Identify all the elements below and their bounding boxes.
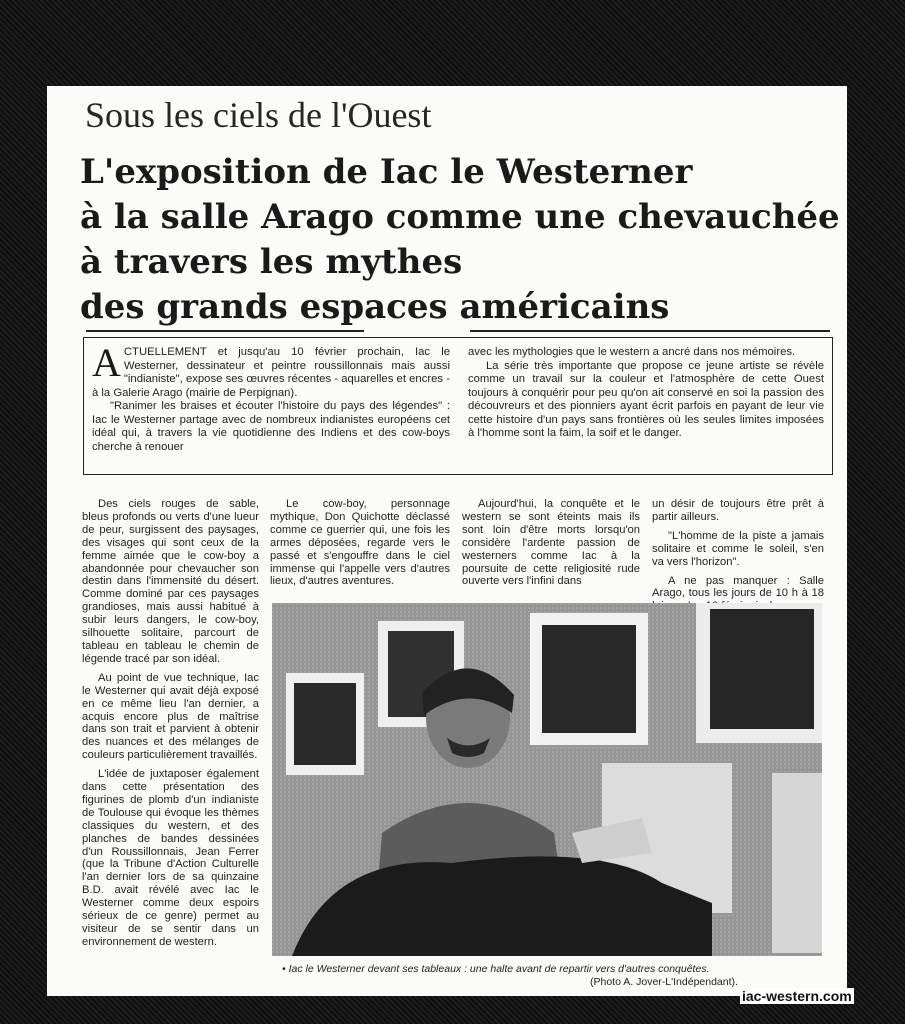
divider-rule <box>470 330 830 332</box>
lead-text: avec les mythologies que le western a ancré dans nos mémoires. <box>468 346 796 358</box>
divider-rule <box>86 330 364 332</box>
website-watermark: iac-western.com <box>742 988 852 1004</box>
body-column-3 <box>462 498 640 594</box>
headline <box>80 150 850 330</box>
painting-frame <box>530 613 648 745</box>
body-paragraph: L'idée de juxtaposer également dans cette présentation des figurines de plomb d'un indianiste de Toulouse qui évoque les thèmes classiques du western, et des planches de bandes dessinées d'un Roussillonnais, Jean Ferrer (que la Tribune d'Action Culturelle l'an dernier lors de sa quinzaine B.D. avait révélé avec Iac le Westerner comme deux espoirs sérieux de ce genre) permet au visiteur de se sentir dans un environnement de western. <box>82 768 259 948</box>
photo-artist-with-paintings <box>272 603 822 956</box>
photo-illustration <box>272 603 822 956</box>
painting-frame <box>696 603 822 743</box>
headline-line: à travers les mythes <box>80 242 463 282</box>
lead-column-right <box>468 346 824 441</box>
body-paragraph: A ne pas manquer : Salle Arago, tous les jours de 10 h à 18 <box>652 574 824 600</box>
lead-column-left <box>92 340 450 454</box>
body-column-1 <box>82 498 259 955</box>
kicker-title: Sous les ciels de l'Ouest <box>85 95 432 135</box>
photo-caption: • Iac le Westerner devant ses tableaux : une halte avant de repartir vers d'autres conquêtes. <box>282 963 710 975</box>
body-paragraph: Aujourd'hui, la conquête et le western se sont éteints mais ils sont loin d'être morts lorsqu'on considère l'ardente passion de westerners comme Iac à la poursuite de cette religiosité rude ouverte vers l'infini dans <box>462 498 640 588</box>
photo-credit: (Photo A. Jover-L'Indépendant). <box>590 976 738 988</box>
lead-paragraph-box <box>83 337 833 475</box>
body-paragraph: un désir de toujours être prêt à partir ailleurs. <box>652 498 824 523</box>
headline-line: L'exposition de Iac le Westerner <box>80 152 693 192</box>
poster <box>772 773 822 953</box>
body-paragraph: "L'homme de la piste a jamais solitaire et comme le soleil, s'en va vers l'horizon". <box>652 529 824 568</box>
lead-text: "Ranimer les braises et écouter l'histoire du pays des légendes" : Iac le Westerner partage avec de nombreux indianistes européens cet idéal qui, à travers la vie quotidienne des Indiens et des cow-boys cherche à renouer <box>92 400 450 453</box>
painting-frame <box>286 673 364 775</box>
lead-text: CTUELLEMENT et jusqu'au 10 février prochain, Iac le Westerner, dessinateur et peintre roussillonnais mais aussi "indianiste", expose ses œuvres récentes - aquarelles et encres - à la Galerie Arago (mairie de Perpignan). <box>92 346 450 399</box>
headline-line: à la salle Arago comme une chevauchée <box>80 197 840 237</box>
lead-text: La série très importante que propose ce jeune artiste se révèle comme un travail sur la couleur et l'atmosphère de cette Ouest toujours à conquérir pour peu qu'on ait conservé en soi la passion des découvreurs et des pionniers ayant écrit parfois en payant de leur vie cette histoire d'un pays sans frontières où les seules limites imposées à l'homme sont la faim, la soif et le danger. <box>468 359 824 439</box>
body-paragraph: Le cow-boy, personnage mythique, Don Quichotte déclassé comme ce guerrier qui, une fois les armes déposées, regarde vers le passé et s'engouffre dans le ciel immense qui l'appelle vers d'autres lieux, d'autres aventures. <box>270 498 450 588</box>
body-column-4 <box>652 498 824 619</box>
body-column-2 <box>270 498 450 594</box>
body-paragraph: Des ciels rouges de sable, bleus profonds ou verts d'une lueur de peur, surgissent des paysages, des visages qui sont ceux de la femme aimée que le cow-boy a abandonnée pour chevaucher son destin dans l'immensité du désert. Comme dominé par ces paysages grandioses, mais aussi habitué à subir leurs dangers, le cow-boy, silhouette solitaire, parcourt de tableau en tableau le chemin de légende tracé par son idéal. <box>82 498 259 665</box>
body-paragraph: Au point de vue technique, Iac le Westerner qui avait déjà exposé en ce même lieu l'an dernier, a acquis encore plus de maîtrise dans son trait et parvient à obtenir des nuances et des mélanges de couleurs particulièrement travaillés. <box>82 671 259 762</box>
headline-line: des grands espaces américains <box>80 287 670 327</box>
drop-cap: A <box>92 340 121 385</box>
